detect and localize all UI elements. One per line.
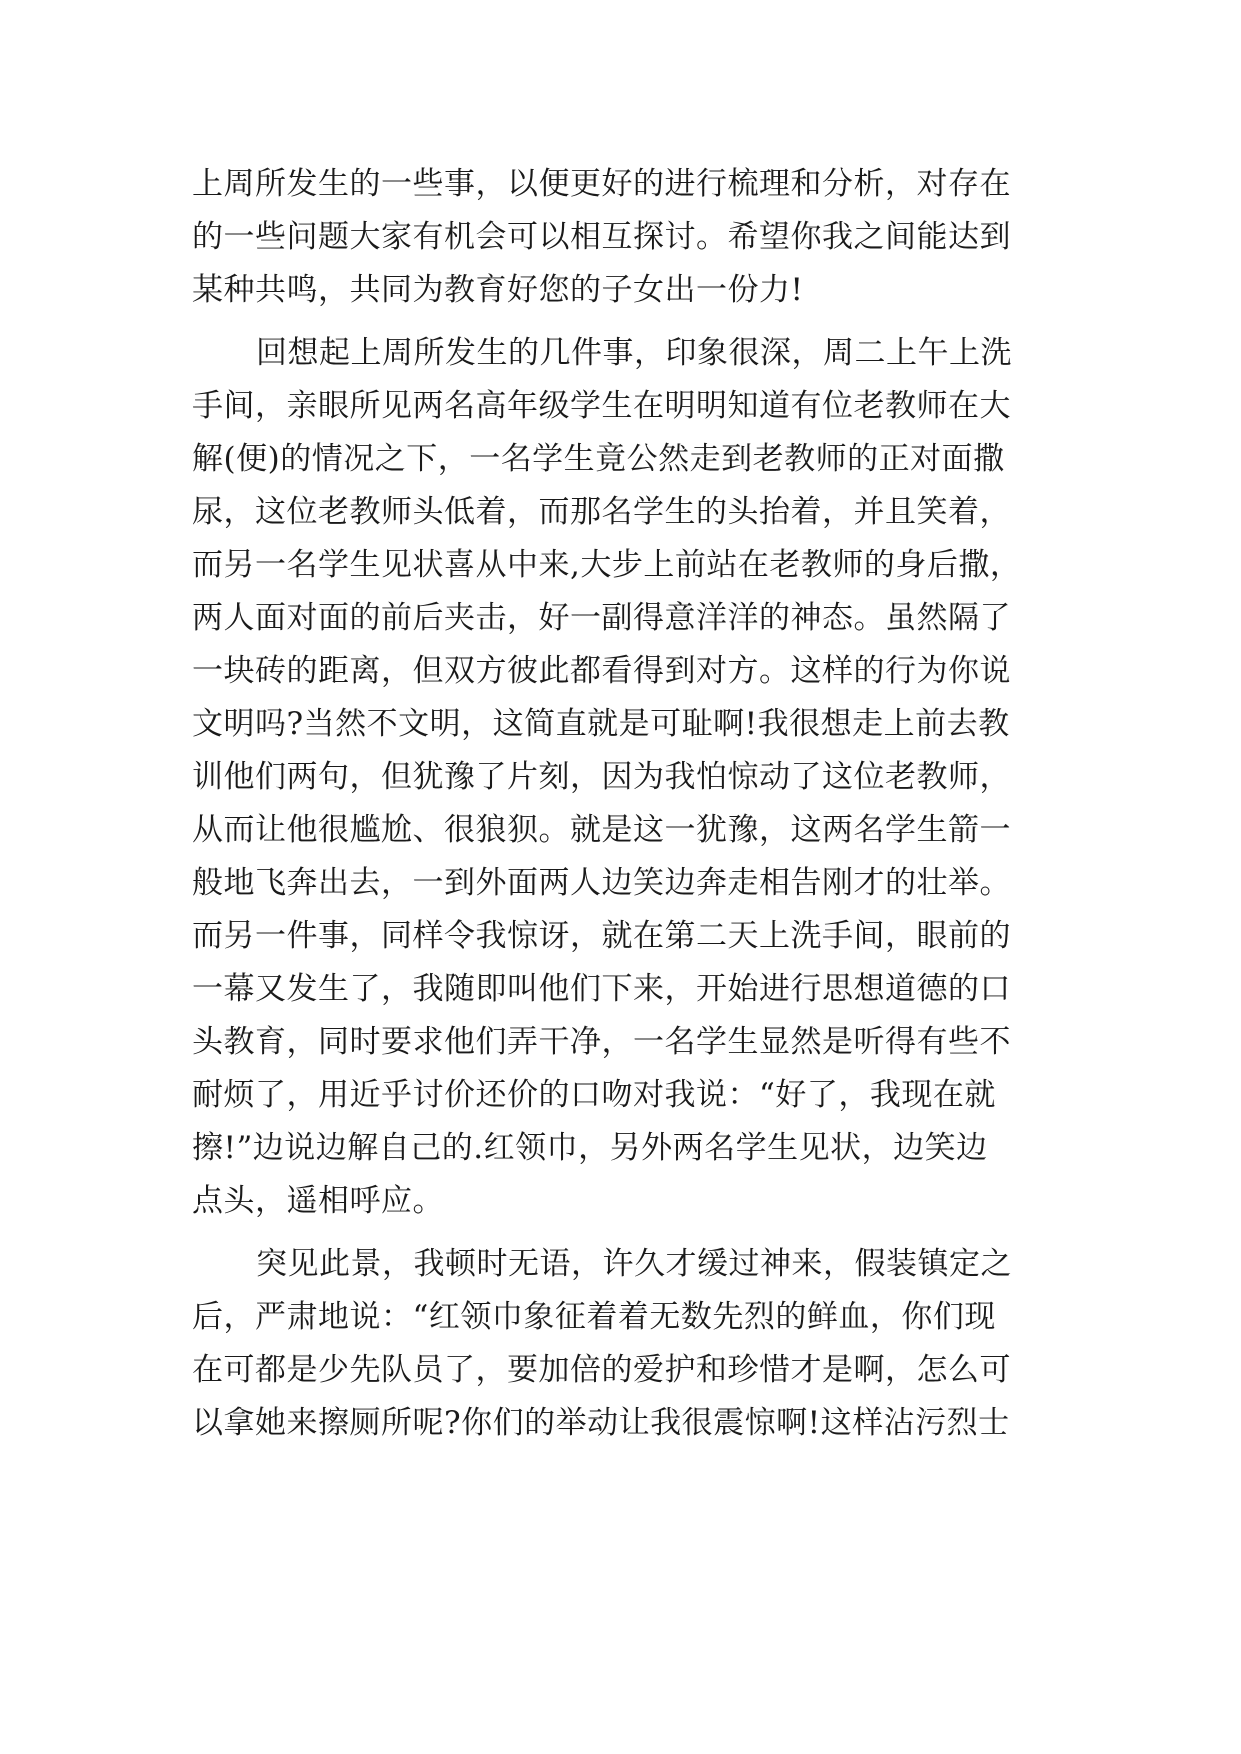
paragraph	[192, 327, 1052, 1228]
text-line: 的一些问题大家有机会可以相互探讨。希望你我之间能达到	[192, 219, 1011, 255]
text-line: 点头，遥相呼应。	[192, 1183, 444, 1219]
text-line: 回想起上周所发生的几件事，印象很深，周二上午上洗	[256, 335, 1012, 371]
text-line: 耐烦了，用近乎讨价还价的口吻对我说：“好了，我现在就	[192, 1077, 996, 1113]
paragraph-spacing	[192, 317, 1052, 327]
text-line: 头教育，同时要求他们弄干净，一名学生显然是听得有些不	[192, 1024, 1011, 1060]
paragraph	[192, 158, 1052, 317]
text-line: 解(便)的情况之下，一名学生竟公然走到老教师的正对面撒	[192, 441, 1005, 477]
text-line: 一幕又发生了，我随即叫他们下来，开始进行思想道德的口	[192, 971, 1011, 1007]
text-line: 后，严肃地说：“红领巾象征着着无数先烈的鲜血，你们现	[192, 1299, 996, 1335]
text-line: 训他们两句，但犹豫了片刻，因为我怕惊动了这位老教师，	[192, 759, 1011, 795]
text-line: 擦!”边说边解自己的.红领巾，另外两名学生见状，边笑边	[192, 1130, 988, 1166]
text-line: 手间，亲眼所见两名高年级学生在明明知道有位老教师在大	[192, 388, 1011, 424]
text-line: 在可都是少先队员了，要加倍的爱护和珍惜才是啊，怎么可	[192, 1352, 1011, 1388]
text-line: 文明吗?当然不文明，这简直就是可耻啊!我很想走上前去教	[192, 706, 1010, 742]
text-line: 上周所发生的一些事，以便更好的进行梳理和分析，对存在	[192, 166, 1011, 202]
text-line: 从而让他很尴尬、很狼狈。就是这一犹豫，这两名学生箭一	[192, 812, 1011, 848]
paragraph-spacing	[192, 1228, 1052, 1238]
text-line: 某种共鸣，共同为教育好您的子女出一份力!	[192, 272, 804, 308]
text-line: 突见此景，我顿时无语，许久才缓过神来，假装镇定之	[256, 1246, 1012, 1282]
text-line: 而另一名学生见状喜从中来,大步上前站在老教师的身后撒，	[192, 547, 1022, 583]
text-line: 以拿她来擦厕所呢?你们的举动让我很震惊啊!这样沾污烈士	[192, 1405, 1010, 1441]
document-body	[192, 158, 1052, 1450]
text-line: 尿，这位老教师头低着，而那名学生的头抬着，并且笑着，	[192, 494, 1011, 530]
text-line: 一块砖的距离，但双方彼此都看得到对方。这样的行为你说	[192, 653, 1011, 689]
text-line: 而另一件事，同样令我惊讶，就在第二天上洗手间，眼前的	[192, 918, 1011, 954]
text-line: 两人面对面的前后夹击，好一副得意洋洋的神态。虽然隔了	[192, 600, 1011, 636]
paragraph	[192, 1238, 1052, 1450]
text-line: 般地飞奔出去，一到外面两人边笑边奔走相告刚才的壮举。	[192, 865, 1011, 901]
